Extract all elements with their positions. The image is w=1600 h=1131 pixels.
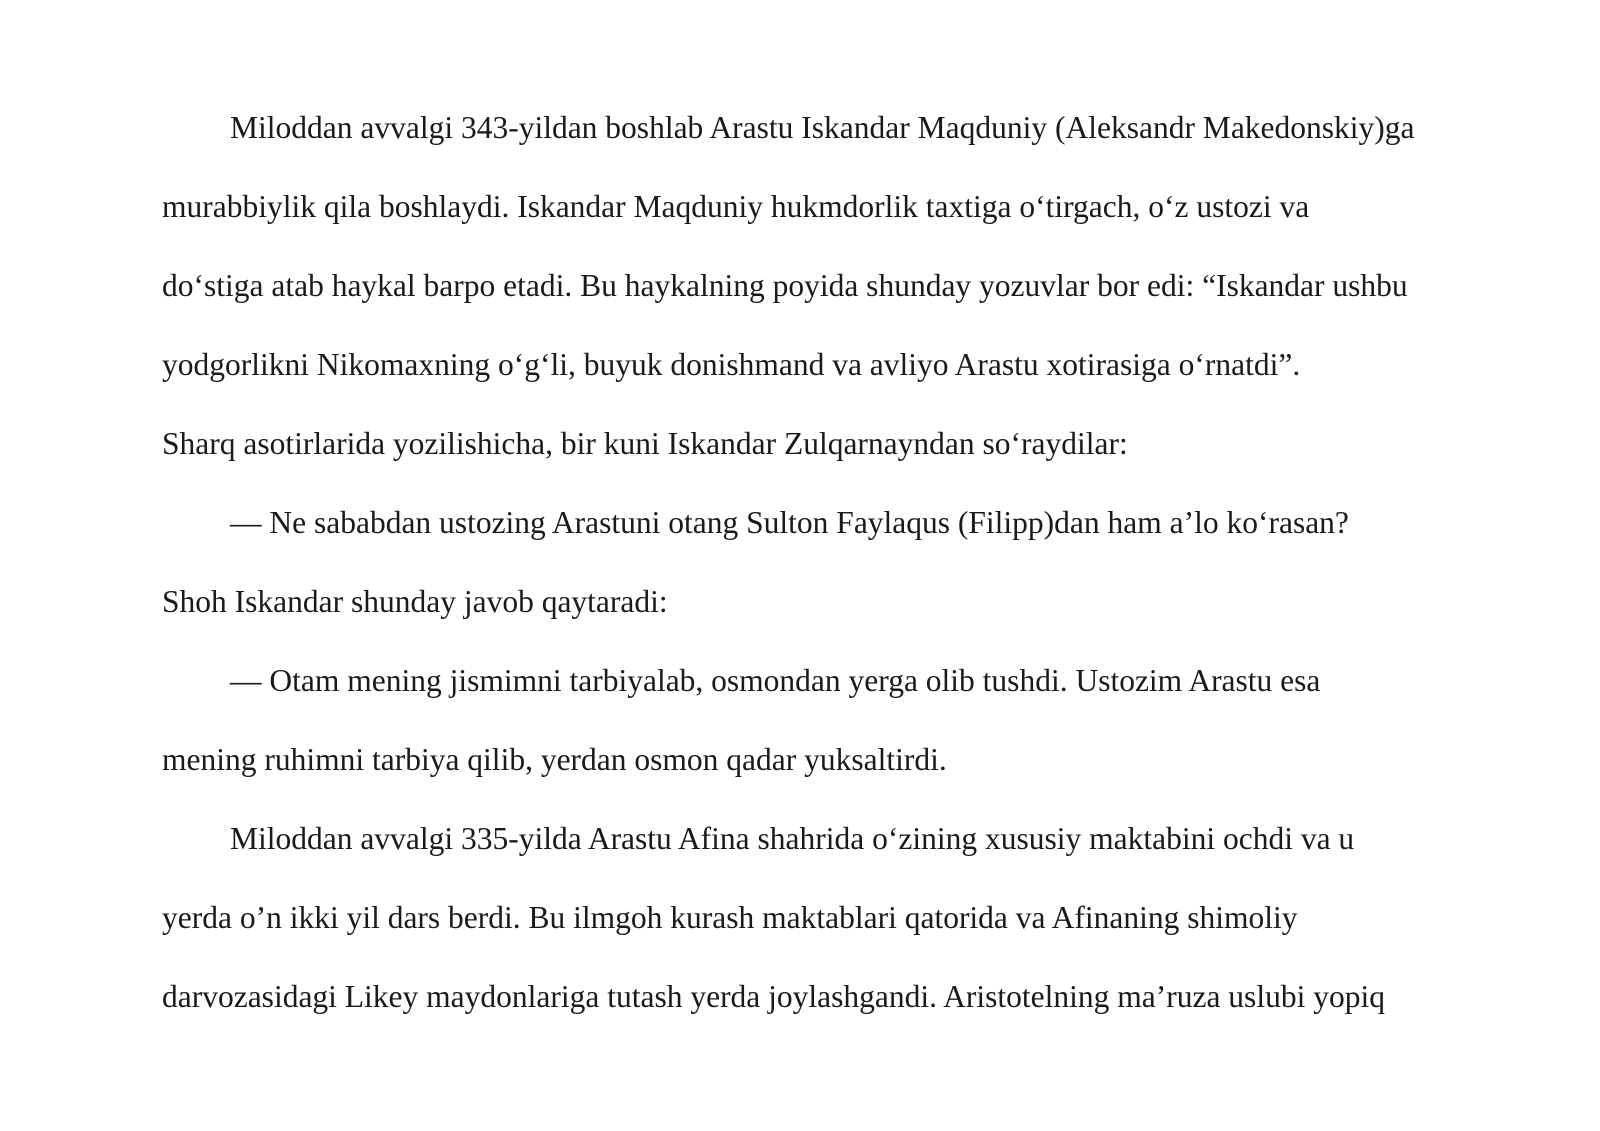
text-line: Shoh Iskandar shunday javob qaytaradi:: [162, 584, 668, 619]
text-line: yerda o’n ikki yil dars berdi. Bu ilmgoh kurash maktablari qatorida va Afinaning shimoliy: [162, 900, 1298, 935]
text-line: murabbiylik qila boshlaydi. Iskandar Maqduniy hukmdorlik taxtiga o‘tirgach, o‘z ustozi va: [162, 189, 1310, 224]
text-line: mening ruhimni tarbiya qilib, yerdan osmon qadar yuksaltirdi.: [162, 742, 947, 777]
text-line: Miloddan avvalgi 343-yildan boshlab Arastu Iskandar Maqduniy (Aleksandr Makedonskiy)ga: [230, 110, 1415, 145]
text-line: — Ne sababdan ustozing Arastuni otang Sulton Faylaqus (Filipp)dan ham a’lo ko‘rasan?: [230, 505, 1349, 540]
text-line: — Otam mening jismimni tarbiyalab, osmondan yerga olib tushdi. Ustozim Arastu esa: [230, 663, 1321, 698]
text-line: do‘stiga atab haykal barpo etadi. Bu haykalning poyida shunday yozuvlar bor edi: “Iskandar ushbu: [162, 268, 1408, 303]
text-line: yodgorlikni Nikomaxning o‘g‘li, buyuk donishmand va avliyo Arastu xotirasiga o‘rnatdi”.: [162, 347, 1301, 382]
text-line: darvozasidagi Likey maydonlariga tutash yerda joylashgandi. Aristotelning ma’ruza uslubi yopiq: [162, 979, 1385, 1014]
text-line: Miloddan avvalgi 335-yilda Arastu Afina shahrida o‘zining xususiy maktabini ochdi va u: [230, 821, 1355, 856]
text-line: Sharq asotirlarida yozilishicha, bir kuni Iskandar Zulqarnayndan so‘raydilar:: [162, 426, 1128, 461]
